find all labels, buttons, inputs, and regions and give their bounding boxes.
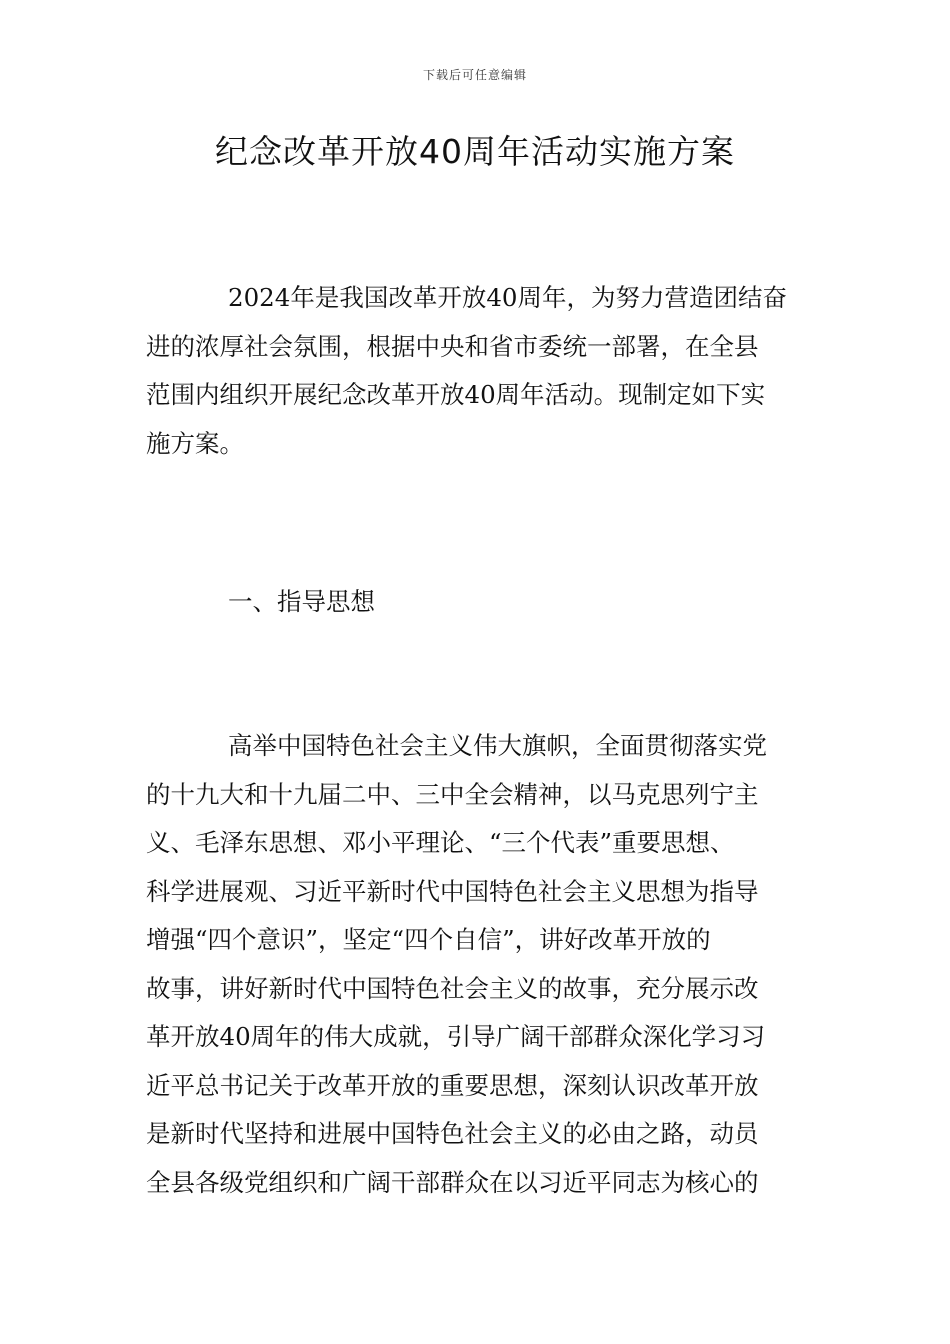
body-line: 故事，讲好新时代中国特色社会主义的故事，充分展示改: [146, 973, 759, 1003]
section-heading: 一、指导思想: [228, 587, 375, 616]
body-line: 全县各级党组织和广阔干部群众在以习近平同志为核心的: [146, 1167, 759, 1197]
section-1-paragraph: [146, 722, 808, 1207]
intro-line: 施方案。: [146, 428, 244, 458]
intro-line: 进的浓厚社会氛围，根据中央和省市委统一部署，在全县: [146, 331, 759, 361]
body-line: 科学进展观、习近平新时代中国特色社会主义思想为指导: [146, 876, 759, 906]
body-line: 是新时代坚持和进展中国特色社会主义的必由之路，动员: [146, 1119, 759, 1148]
intro-paragraph: [146, 274, 808, 468]
intro-line: 2024年是我国改革开放40周年，为努力营造团结奋: [228, 283, 788, 312]
body-line: 革开放40周年的伟大成就，引导广阔干部群众深化学习习: [146, 1022, 766, 1051]
body-line: 近平总书记关于改革开放的重要思想，深刻认识改革开放: [146, 1070, 759, 1100]
header-note: 下载后可任意编辑: [422, 68, 527, 82]
body-line: 的十九大和十九届二中、三中全会精神，以马克思列宁主: [146, 779, 759, 809]
body-line: 高举中国特色社会主义伟大旗帜，全面贯彻落实党: [228, 731, 767, 760]
document-title: 纪念改革开放40周年活动实施方案: [215, 132, 735, 171]
intro-line: 范围内组织开展纪念改革开放40周年活动。现制定如下实: [146, 380, 766, 409]
body-line: 义、毛泽东思想、邓小平理论、“三个代表”重要思想、: [146, 828, 735, 857]
body-line: 增强“四个意识”，坚定“四个自信”，讲好改革开放的: [146, 925, 711, 954]
